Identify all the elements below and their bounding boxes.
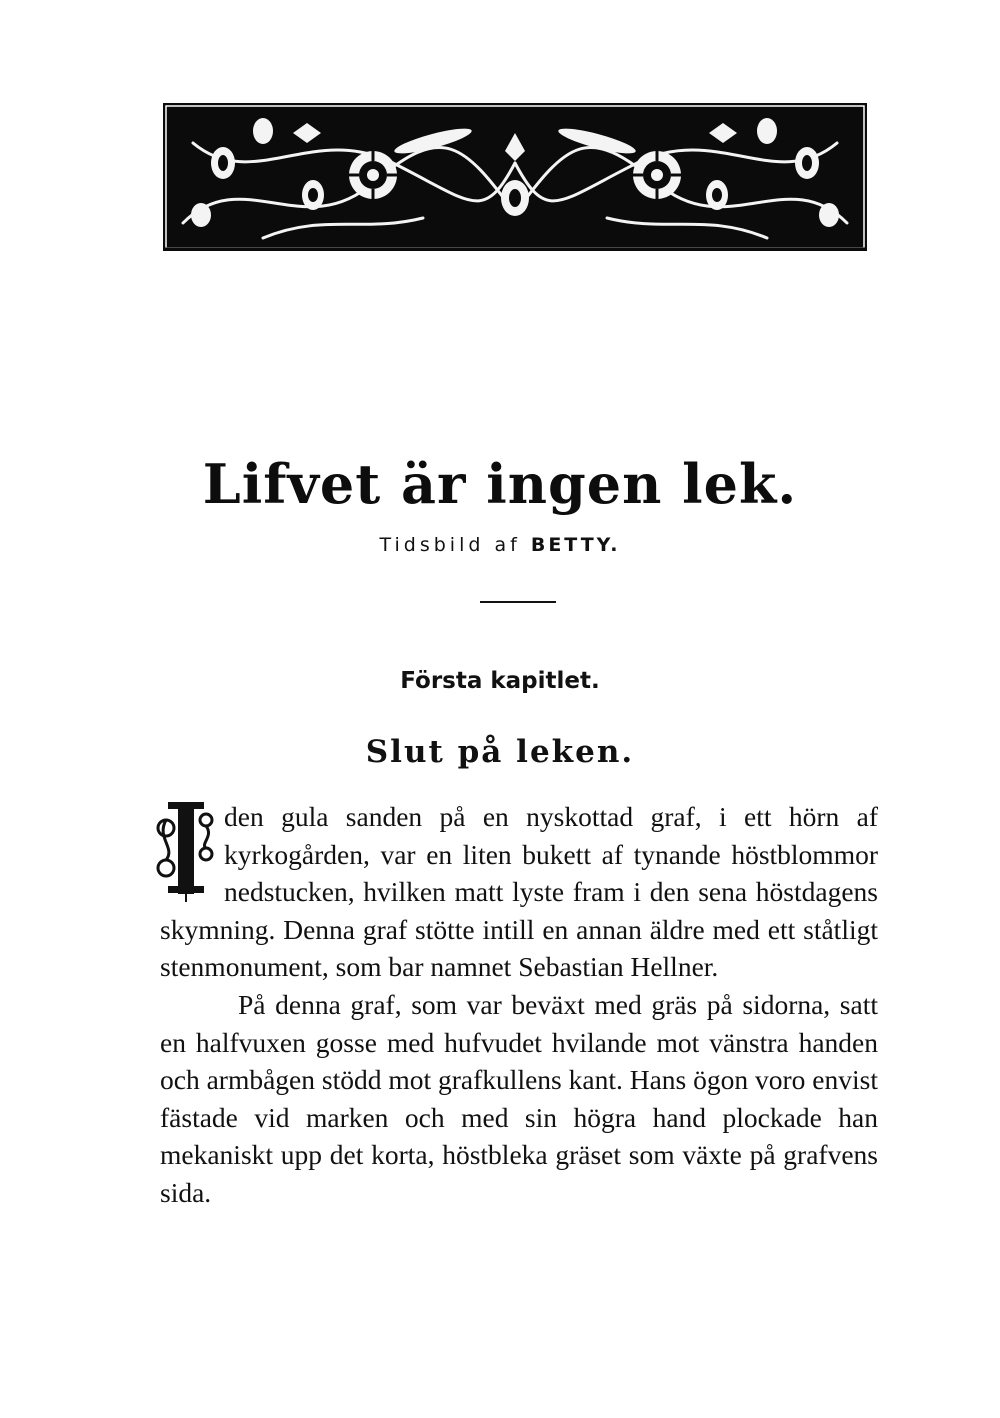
section-heading: Slut på leken. (365, 734, 635, 770)
paragraph-2: På denna graf, som var beväxt med gräs på sidorna, satt en halfvuxen gosse med hufvudet hvilande mot vänstra handen och armbågen stödd mot grafkullens kant. Hans ögon voro envist fästade vid marken och med sin högra hand plockade han mekaniskt upp det korta, höstbleka gräset som växte på grafvens sida. (160, 988, 878, 1208)
story-body (160, 798, 878, 1212)
divider-rule (480, 601, 556, 603)
paragraph-1: den gula sanden på en nyskottad graf, i ett hörn af kyrkogården, var en liten bukett af tynande höstblommor nedstucken, hvilken matt lyste fram i den sena höstdagens skymning. Denna graf stötte intill en annan äldre med ett ståtligt stenmonument, som bar namnet Sebastian Hellner. (160, 801, 878, 983)
story-title: Lifvet är ingen lek. (202, 452, 798, 516)
subtitle-prefix: Tidsbild af (379, 534, 521, 556)
chapter-heading: Första kapitlet. (400, 668, 600, 694)
ornate-initial-icon (156, 798, 216, 902)
story-subtitle (0, 534, 1000, 556)
author-name: BETTY. (530, 534, 621, 556)
floral-ornament-icon (163, 103, 867, 251)
